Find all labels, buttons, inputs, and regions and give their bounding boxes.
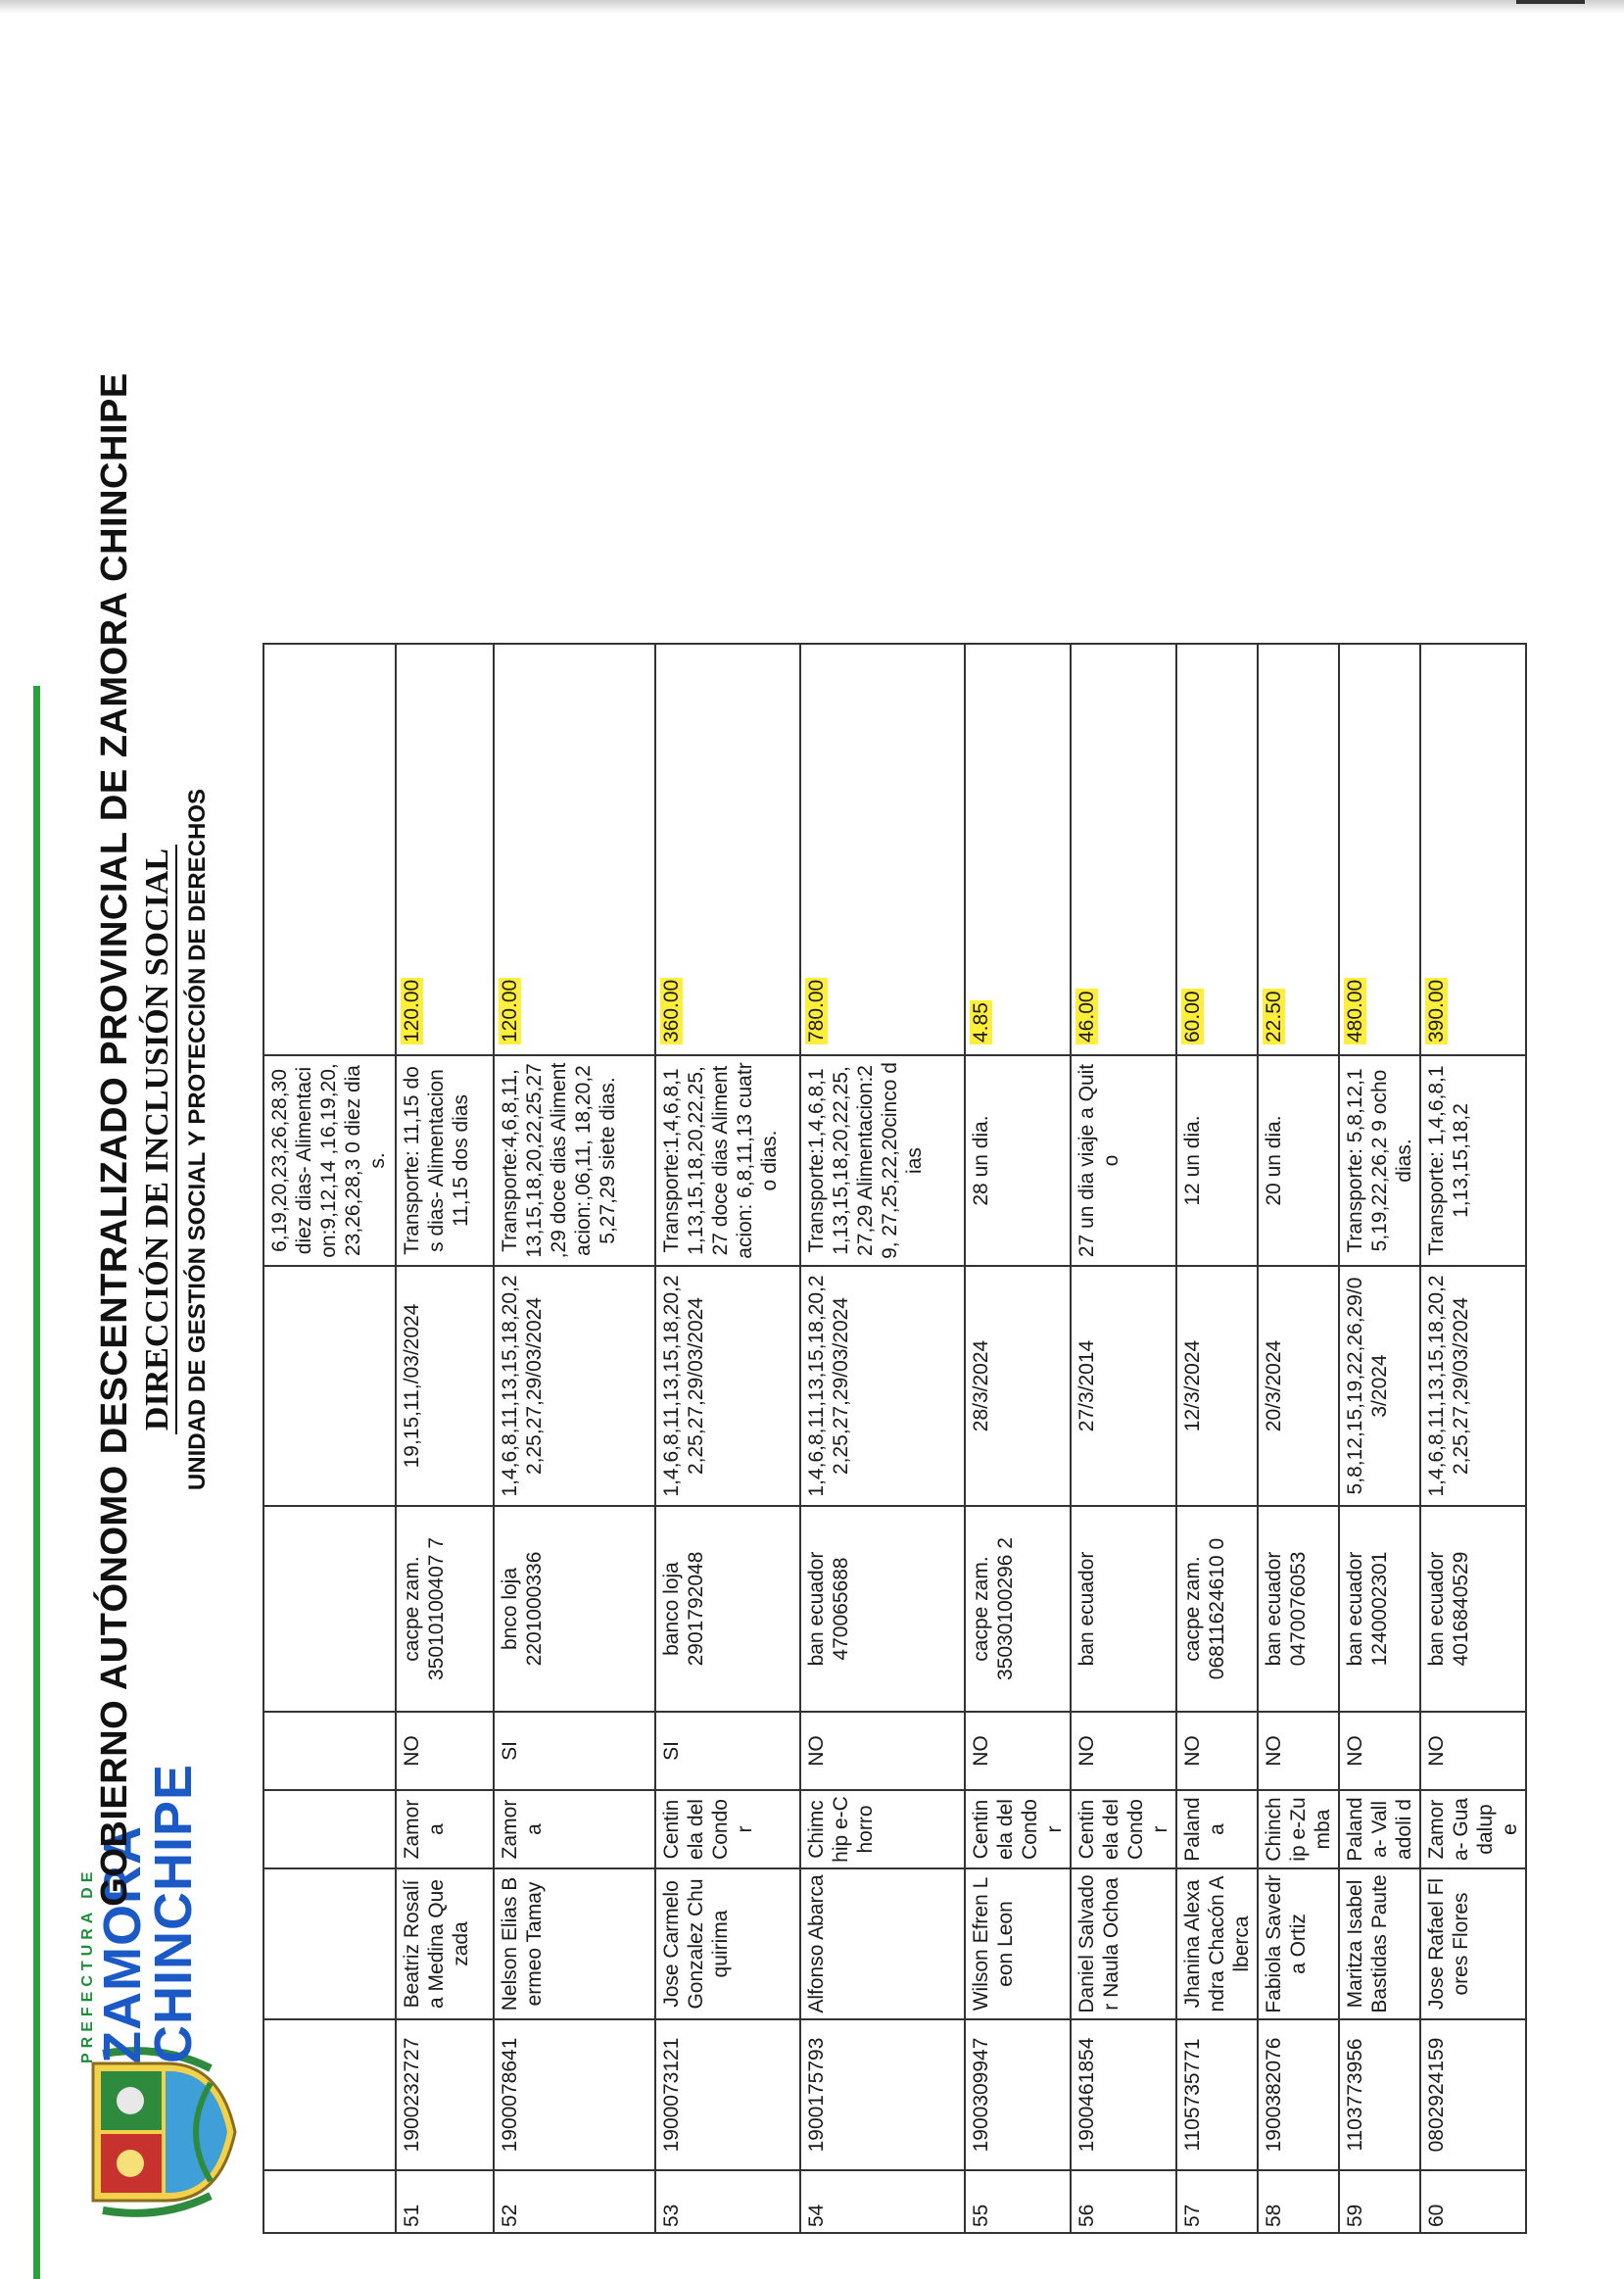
brand-small-text: PREFECTURA DE [79,1867,96,2063]
brand-line-chinchipe: CHINCHIPE [144,1763,203,2063]
cell-dates: 19,15,11,/03/2024 [396,1266,494,1506]
cell-value [1176,644,1258,1055]
highlighted-amount: 60.00 [1181,991,1204,1043]
cell-dates: 5,8,12,15,19,22,26,29/0 3/2024 [1339,1266,1420,1506]
cell-flag: NO [396,1712,494,1790]
cell-flag: NO [1258,1712,1339,1790]
cell-place: Palanda [1176,1790,1258,1868]
direction-text: DIRECCIÓN DE INCLUSIÓN SOCIAL [139,845,177,1434]
cell-dates: 1,4,6,8,11,13,15,18,20,2 2,25,27,29/03/2024 [1420,1266,1526,1506]
cell-cedula: 1900078641 [494,2019,655,2170]
cell-detail: 28 un dia. [965,1055,1071,1266]
cell-name: Maritza Isabel Bastidas Paute [1339,1868,1420,2019]
table-row [494,644,655,2233]
cell-cedula: 1900309947 [965,2019,1071,2170]
cell-name: Nelson Elias Bermeo Tamay [494,1868,655,2019]
cell-num: 55 [965,2170,1071,2233]
unit-heading: UNIDAD DE GESTIÓN SOCIAL Y PROTECCIÓN DE DERECHOS [184,788,211,1491]
cell-flag: NO [1420,1712,1526,1790]
cell-value [800,644,965,1055]
cell-cedula: 1103773956 [1339,2019,1420,2170]
cell-flag: NO [1176,1712,1258,1790]
cell-num: 59 [1339,2170,1420,2233]
cell-cedula [263,2019,396,2170]
cell-cedula: 1105735771 [1176,2019,1258,2170]
cell-name [263,1868,396,2019]
cell-place: Zamora [494,1790,655,1868]
cell-num: 52 [494,2170,655,2233]
highlighted-amount: 4.85 [970,1002,992,1043]
cell-num: 53 [655,2170,800,2233]
cell-account: bnco loja 2201000336 [494,1506,655,1712]
cell-name: Jose Carmelo Gonzalez Chuquirima [655,1868,800,2019]
cell-detail: 27 un dia viaje a Quito [1071,1055,1176,1266]
cell-cedula: 1900461854 [1071,2019,1176,2170]
highlighted-amount: 780.00 [805,979,828,1043]
cell-num: 58 [1258,2170,1339,2233]
cell-dates: 20/3/2024 [1258,1266,1339,1506]
cell-dates: 1,4,6,8,11,13,15,18,20,2 2,25,27,29/03/2024 [655,1266,800,1506]
highlighted-amount: 120.00 [499,979,521,1043]
highlighted-amount: 120.00 [401,979,423,1043]
table-row [396,644,494,2233]
highlighted-amount: 480.00 [1344,979,1366,1043]
cell-account: cacpe zam. 35030100296 2 [965,1506,1071,1712]
table-row-continuation [263,644,396,2233]
table-row [655,644,800,2233]
cell-value [396,644,494,1055]
cell-flag: SI [494,1712,655,1790]
cell-dates [263,1266,396,1506]
cell-detail: Transporte: 1,4,6,8,11,13,15,18,2 [1420,1055,1526,1266]
direction-heading [139,0,176,2279]
cell-dates: 1,4,6,8,11,13,15,18,20,2 2,25,27,29/03/2024 [800,1266,965,1506]
cell-value [1071,644,1176,1055]
table-row [800,644,965,2233]
cell-num [263,2170,396,2233]
table-row [1258,644,1339,2233]
cell-account: ban ecuador 1240002301 [1339,1506,1420,1712]
cell-value [655,644,800,1055]
cell-value [965,644,1071,1055]
cell-dates: 1,4,6,8,11,13,15,18,20,2 2,25,27,29/03/2024 [494,1266,655,1506]
brand-line-zamora: ZAMORA [93,1825,152,2063]
cell-account: ban ecuador 0470076053 [1258,1506,1339,1712]
cell-name: Alfonso Abarca [800,1868,965,2019]
cell-account: ban ecuador 4016840529 [1420,1506,1526,1712]
cell-name: Daniel Salvador Naula Ochoa [1071,1868,1176,2019]
cell-place: Zamora- Guadalup e [1420,1790,1526,1868]
cell-name: Jhanina Alexandra Chacón Alberca [1176,1868,1258,2019]
cell-value [1420,644,1526,1055]
cell-account: cacpe zam. 35010100407 7 [396,1506,494,1712]
cell-account: ban ecuador [1071,1506,1176,1712]
cell-account: banco loja 2901792048 [655,1506,800,1712]
cell-account: cacpe zam. 06811624610 0 [1176,1506,1258,1712]
cell-name: Jose Rafael Flores Flores [1420,1868,1526,2019]
cell-value [1258,644,1339,1055]
cell-dates: 28/3/2024 [965,1266,1071,1506]
cell-place: Chimchip e-Chorro [800,1790,965,1868]
cell-cedula: 1900382076 [1258,2019,1339,2170]
cell-value [1339,644,1420,1055]
table-row [1176,644,1258,2233]
cell-num: 56 [1071,2170,1176,2233]
highlighted-amount: 46.00 [1075,991,1098,1043]
beneficiaries-table [263,643,1527,2234]
cell-detail: 12 un dia. [1176,1055,1258,1266]
cell-flag: NO [965,1712,1071,1790]
cell-place: Centinela del Condor [965,1790,1071,1868]
cell-num: 60 [1420,2170,1526,2233]
cell-num: 57 [1176,2170,1258,2233]
cell-detail: 6,19,20,23,26,28,30 diez dias- Alimentacion:9,12,14 ,16,19,20,23,26,28,3 0 diez dias. [263,1055,396,1266]
cell-place: Centinela del Condor [655,1790,800,1868]
cell-place: Chinchip e-Zumba [1258,1790,1339,1868]
cell-place: Palanda- Valladoli d [1339,1790,1420,1868]
cell-value [494,644,655,1055]
cell-account: ban ecuador 470065688 [800,1506,965,1712]
cell-detail: Transporte: 5,8,12,15,19,22,26,2 9 ocho dias. [1339,1055,1420,1266]
cell-flag: NO [800,1712,965,1790]
cell-cedula: 1900175793 [800,2019,965,2170]
table-row [965,644,1071,2233]
cell-flag [263,1712,396,1790]
cell-place [263,1790,396,1868]
cell-dates: 27/3/2014 [1071,1266,1176,1506]
cell-num: 54 [800,2170,965,2233]
cell-detail: Transporte:1,4,6,8,1 1,13,15,18,20,22,25, 27 doce dias Alimentacion: 6,8,11,13 cuatro dias. [655,1055,800,1266]
cell-name: Wilson Efren Leon Leon [965,1868,1071,2019]
document-title: GOBIERNO AUTÓNOMO DESCENTRALIZADO PROVINCIAL DE ZAMORA CHINCHIPE [94,372,135,1907]
cell-place: Zamora [396,1790,494,1868]
cell-flag: NO [1071,1712,1176,1790]
table-row [1420,644,1526,2233]
cell-detail: Transporte:4,6,8,11, 13,15,18,20,22,25,27 ,29 doce dias Alimentacion:,06,11, 18,20,25,27,29 siete dias. [494,1055,655,1266]
highlighted-amount: 360.00 [660,979,683,1043]
highlighted-amount: 390.00 [1425,979,1448,1043]
cell-account [263,1506,396,1712]
table-row [1339,644,1420,2233]
cell-flag: NO [1339,1712,1420,1790]
cell-dates: 12/3/2024 [1176,1266,1258,1506]
table-body [263,644,1526,2233]
cell-detail: 20 un dia. [1258,1055,1339,1266]
cell-flag: SI [655,1712,800,1790]
cell-detail: Transporte: 11,15 dos dias- Alimentacion 11,15 dos dias [396,1055,494,1266]
cell-value [263,644,396,1055]
cell-cedula: 1900232727 [396,2019,494,2170]
table-row [1071,644,1176,2233]
cell-num: 51 [396,2170,494,2233]
cell-cedula: 0802924159 [1420,2019,1526,2170]
highlighted-amount: 22.50 [1263,991,1285,1043]
cell-cedula: 1900073121 [655,2019,800,2170]
cell-place: Centinela del Condor [1071,1790,1176,1868]
cell-name: Beatriz Rosalía Medina Quezada [396,1868,494,2019]
cell-name: Fabiola Savedra Ortiz [1258,1868,1339,2019]
cell-detail: Transporte:1,4,6,8,1 1,13,15,18,20,22,25, 27,29 Alimentacion:29, 27,25,22,20cinco dias [800,1055,965,1266]
